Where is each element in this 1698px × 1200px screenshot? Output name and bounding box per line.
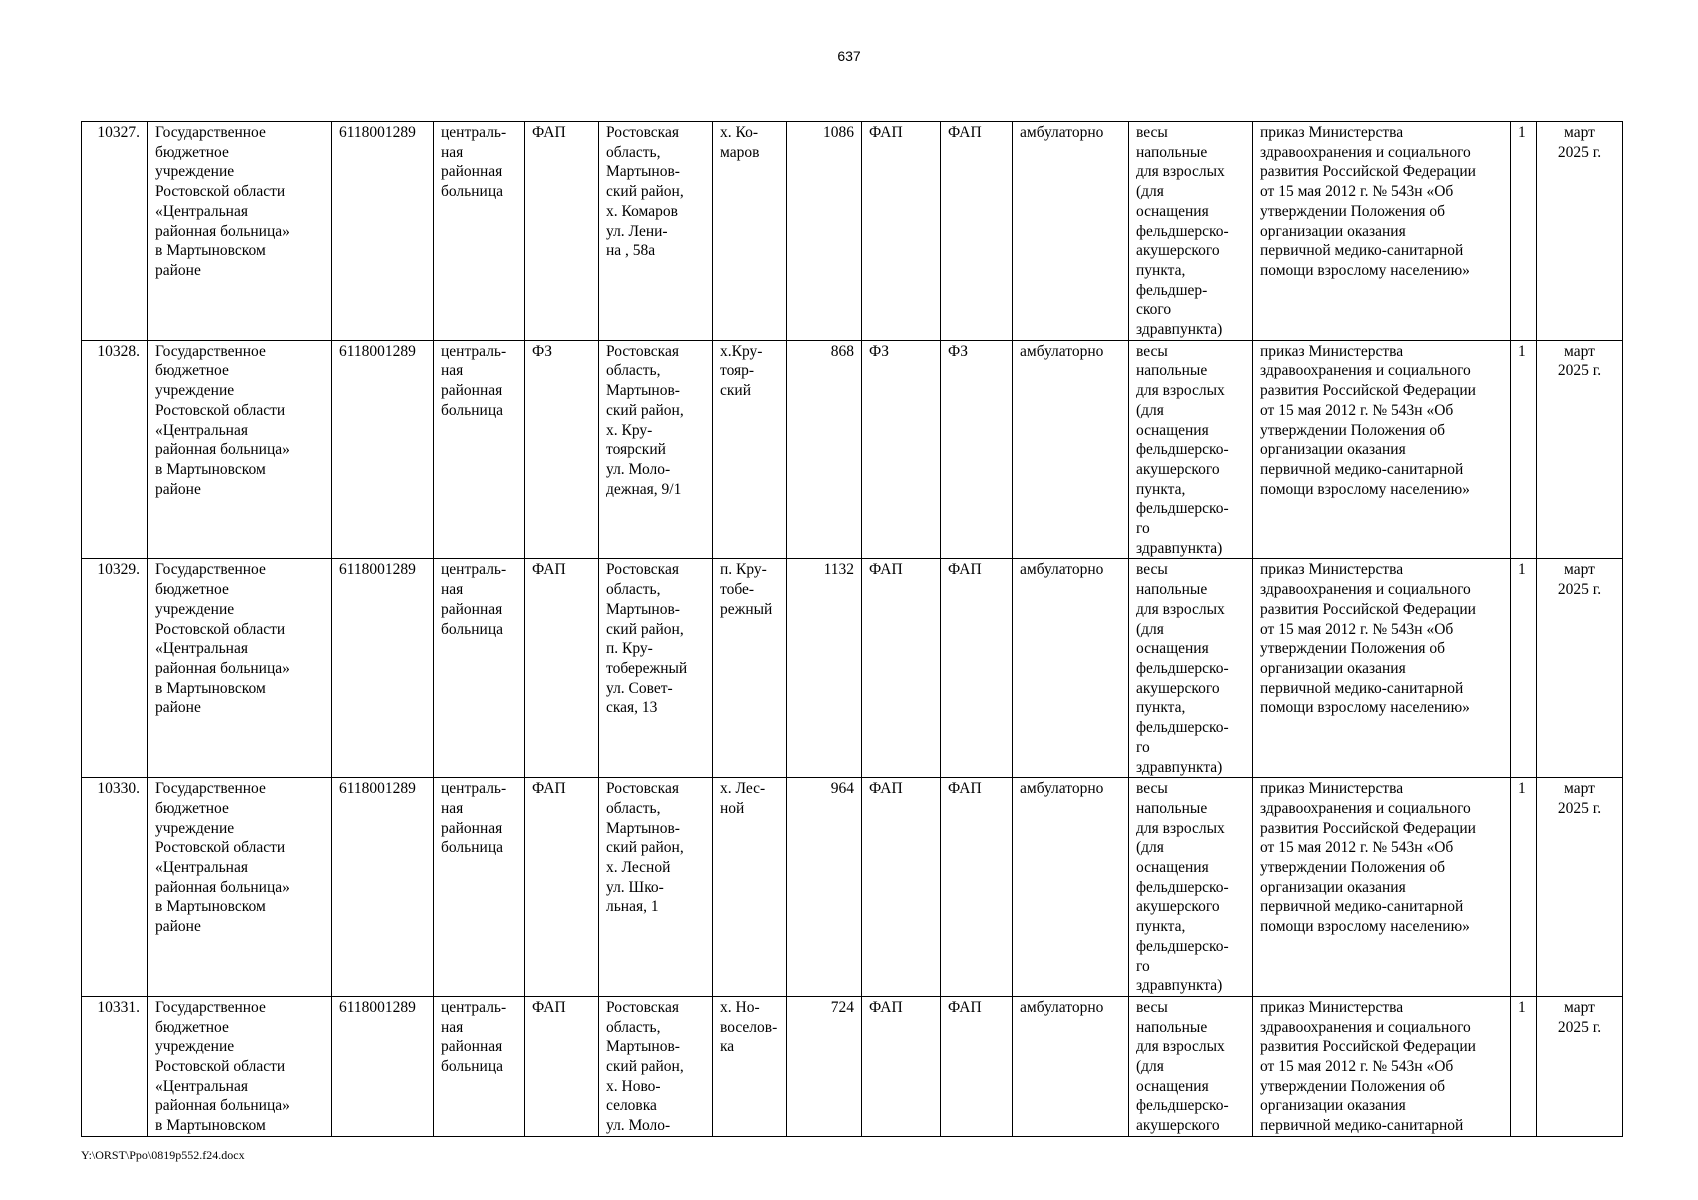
equipment-name: весы напольные для взрослых (для оснащения фельдшерско- акушерского пункта, фельдшерско- го здравпункта)	[1129, 778, 1253, 997]
unit-kind-secondary: ФЗ	[941, 340, 1013, 559]
table-row	[82, 122, 1623, 341]
delivery-date: март 2025 г.	[1537, 122, 1623, 341]
settlement: х. Лес- ной	[713, 778, 787, 997]
organization-name: Государственное бюджетное учреждение Ростовской области «Центральная районная больница» в Мартыновском районе	[148, 340, 332, 559]
inn: 6118001289	[332, 340, 434, 559]
regulation-order: приказ Министерства здравоохранения и социального развития Российской Федерации от 15 мая 2012 г. № 543н «Об утверждении Положения об организации оказания первичной медико-санитарной помощи взрослому населению»	[1253, 122, 1511, 341]
equipment-name: весы напольные для взрослых (для оснащения фельдшерско- акушерского пункта, фельдшерско- го здравпункта)	[1129, 559, 1253, 778]
unit-type: ФАП	[525, 559, 599, 778]
quantity: 1	[1511, 559, 1537, 778]
population: 964	[787, 778, 862, 997]
care-conditions: амбулаторно	[1013, 559, 1129, 778]
organization-type: централь- ная районная больница	[434, 778, 525, 997]
population: 1132	[787, 559, 862, 778]
delivery-date: март 2025 г.	[1537, 340, 1623, 559]
address: Ростовская область, Мартынов- ский район, х. Ново- селовка ул. Моло-	[599, 996, 713, 1136]
population: 868	[787, 340, 862, 559]
population: 724	[787, 996, 862, 1136]
page-number: 637	[837, 48, 861, 64]
organization-name: Государственное бюджетное учреждение Ростовской области «Центральная районная больница» в Мартыновском районе	[148, 122, 332, 341]
unit-kind: ФАП	[862, 996, 941, 1136]
unit-kind-secondary: ФАП	[941, 996, 1013, 1136]
settlement: п. Кру- тобе- режный	[713, 559, 787, 778]
address: Ростовская область, Мартынов- ский район, х. Кру- тоярский ул. Моло- дежная, 9/1	[599, 340, 713, 559]
delivery-date: март 2025 г.	[1537, 559, 1623, 778]
unit-kind-secondary: ФАП	[941, 778, 1013, 997]
quantity: 1	[1511, 778, 1537, 997]
regulation-order: приказ Министерства здравоохранения и социального развития Российской Федерации от 15 мая 2012 г. № 543н «Об утверждении Положения об организации оказания первичной медико-санитарной помощи взрослому населению»	[1253, 340, 1511, 559]
row-number: 10327.	[82, 122, 148, 341]
table-row	[82, 778, 1623, 997]
regulation-order: приказ Министерства здравоохранения и социального развития Российской Федерации от 15 мая 2012 г. № 543н «Об утверждении Положения об организации оказания первичной медико-санитарной помощи взрослому населению»	[1253, 559, 1511, 778]
inn: 6118001289	[332, 996, 434, 1136]
regulation-order: приказ Министерства здравоохранения и социального развития Российской Федерации от 15 мая 2012 г. № 543н «Об утверждении Положения об организации оказания первичной медико-санитарной помощи взрослому населению»	[1253, 778, 1511, 997]
organization-type: централь- ная районная больница	[434, 996, 525, 1136]
equipment-name: весы напольные для взрослых (для оснащения фельдшерско- акушерского пункта, фельдшер- ского здравпункта)	[1129, 122, 1253, 341]
inn: 6118001289	[332, 778, 434, 997]
unit-kind: ФАП	[862, 122, 941, 341]
organization-name: Государственное бюджетное учреждение Ростовской области «Центральная районная больница» в Мартыновском	[148, 996, 332, 1136]
unit-kind: ФАП	[862, 778, 941, 997]
quantity: 1	[1511, 996, 1537, 1136]
address: Ростовская область, Мартынов- ский район, х. Комаров ул. Лени- на , 58а	[599, 122, 713, 341]
table-row	[82, 340, 1623, 559]
table-row	[82, 996, 1623, 1136]
address: Ростовская область, Мартынов- ский район, п. Кру- тобережный ул. Совет- ская, 13	[599, 559, 713, 778]
care-conditions: амбулаторно	[1013, 122, 1129, 341]
organization-type: централь- ная районная больница	[434, 559, 525, 778]
row-number: 10330.	[82, 778, 148, 997]
row-number: 10328.	[82, 340, 148, 559]
equipment-name: весы напольные для взрослых (для оснащения фельдшерско- акушерского пункта, фельдшерско- го здравпункта)	[1129, 340, 1253, 559]
row-number: 10329.	[82, 559, 148, 778]
settlement: х. Но- воселов- ка	[713, 996, 787, 1136]
footer-file-path: Y:\ORST\Ppo\0819p552.f24.docx	[81, 1148, 245, 1162]
quantity: 1	[1511, 122, 1537, 341]
unit-kind: ФЗ	[862, 340, 941, 559]
address: Ростовская область, Мартынов- ский район, х. Лесной ул. Шко- льная, 1	[599, 778, 713, 997]
unit-kind-secondary: ФАП	[941, 559, 1013, 778]
organization-name: Государственное бюджетное учреждение Ростовской области «Центральная районная больница» в Мартыновском районе	[148, 559, 332, 778]
inn: 6118001289	[332, 122, 434, 341]
care-conditions: амбулаторно	[1013, 340, 1129, 559]
unit-type: ФЗ	[525, 340, 599, 559]
settlement: х.Кру- тояр- ский	[713, 340, 787, 559]
quantity: 1	[1511, 340, 1537, 559]
organization-type: централь- ная районная больница	[434, 122, 525, 341]
unit-type: ФАП	[525, 778, 599, 997]
row-number: 10331.	[82, 996, 148, 1136]
unit-type: ФАП	[525, 996, 599, 1136]
unit-kind: ФАП	[862, 559, 941, 778]
unit-kind-secondary: ФАП	[941, 122, 1013, 341]
organization-name: Государственное бюджетное учреждение Ростовской области «Центральная районная больница» в Мартыновском районе	[148, 778, 332, 997]
delivery-date: март 2025 г.	[1537, 996, 1623, 1136]
care-conditions: амбулаторно	[1013, 996, 1129, 1136]
settlement: х. Ко- маров	[713, 122, 787, 341]
organization-type: централь- ная районная больница	[434, 340, 525, 559]
population: 1086	[787, 122, 862, 341]
equipment-table	[81, 121, 1623, 1137]
delivery-date: март 2025 г.	[1537, 778, 1623, 997]
inn: 6118001289	[332, 559, 434, 778]
regulation-order: приказ Министерства здравоохранения и социального развития Российской Федерации от 15 мая 2012 г. № 543н «Об утверждении Положения об организации оказания первичной медико-санитарной	[1253, 996, 1511, 1136]
unit-type: ФАП	[525, 122, 599, 341]
equipment-name: весы напольные для взрослых (для оснащения фельдшерско- акушерского	[1129, 996, 1253, 1136]
care-conditions: амбулаторно	[1013, 778, 1129, 997]
table-row	[82, 559, 1623, 778]
